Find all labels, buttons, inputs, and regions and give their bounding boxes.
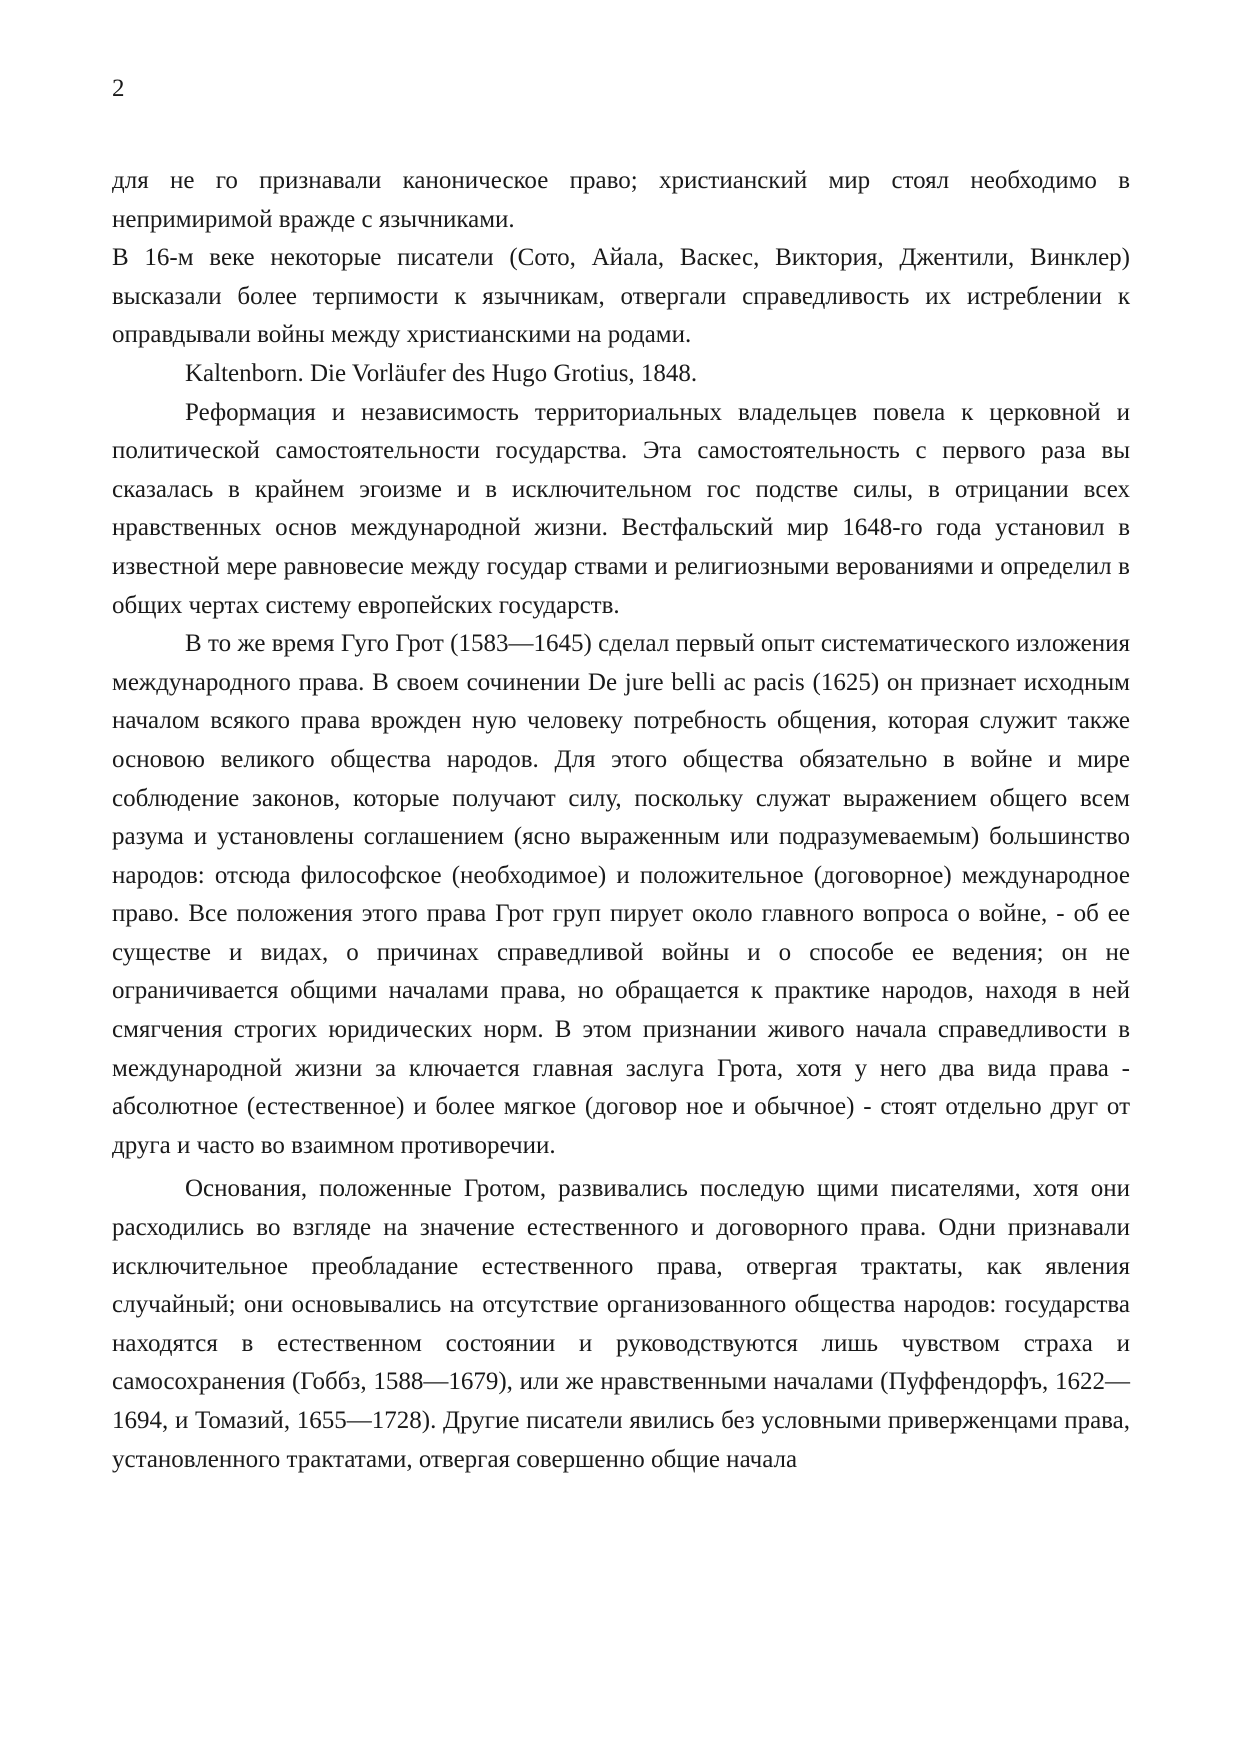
paragraph-hugo-grotius: В то же время Гуго Грот (1583—1645) сделал первый опыт систематического изложения международного права. В своем сочинении De jure belli ac pacis (1625) он признает исходным началом всякого права врожден ную человеку потребность общения, которая служит также основою великого общества народов. Для этого общества обязательно в войне и мире соблюдение законов, которые получают силу, поскольку служат выражением общего всем разума и установлены соглашением (ясно выраженным или подразумеваемым) большинство народов: отсюда философское (необходимое) и положительное (договорное) международное право. Все положения этого права Грот груп пирует около главного вопроса о войне, - об ее существе и видах, о причинах справедливой войны и о способе ее ведения; он не ограничивается общими началами права, но обращается к практике народов, находя в ней смягчения строгих юридических норм. В этом признании живого начала справедливости в международной жизни за ключается главная заслуга Грота, хотя у него два вида права - абсолютное (естественное) и более мягкое (договор ное и обычное) - стоят отдельно друг от друга и часто во взаимном противоречии. [112,630,1130,1159]
page-number: 2 [112,75,125,102]
paragraph-16th-century-writers: В 16-м веке некоторые писатели (Сото, Айала, Васкес, Виктория, Джентили, Винклер) высказали более терпимости к язычникам, отвергали справедливость их истреблении к оправдывали войны между христианскими на родами. [112,244,1130,349]
paragraph-canon-law: для не го признавали каноническое право; христианский мир стоял необходимо в непримиримой вражде с язычниками. [112,167,1130,233]
body-text [112,162,1130,1479]
paragraph-citation-kaltenborn: Kaltenborn. Die Vorläufer des Hugo Grotius, 1848. [185,359,698,387]
paragraph-reformation: Реформация и независимость территориальных владельцев повела к церковной и политической самостоятельности государства. Эта самостоятельность с первого раза вы сказалась в крайнем эгоизме и в исключительном гос подстве силы, в отрицании всех нравственных основ международной жизни. Вестфальский мир 1648-го года установил в известной мере равновесие между государ ствами и религиозными верованиями и определил в общих чертах систему европейских государств. [112,398,1130,619]
paragraph-followers: Основания, положенные Гротом, развивались последую щими писателями, хотя они расходились во взгляде на значение естественного и договорного права. Одни признавали исключительное преобладание естественного права, отвергая трактаты, как явления случайный; они основывались на отсутствие организованного общества народов: государства находятся в естественном состоянии и руководствуются лишь чувством страха и самосохранения (Гоббз, 1588—1679), или же нравственными началами (Пуффендорфъ, 1622—1694, и Томазий, 1655—1728). Другие писатели явились без условными приверженцами права, установленного трактатами, отвергая совершенно общие начала [112,1175,1130,1473]
